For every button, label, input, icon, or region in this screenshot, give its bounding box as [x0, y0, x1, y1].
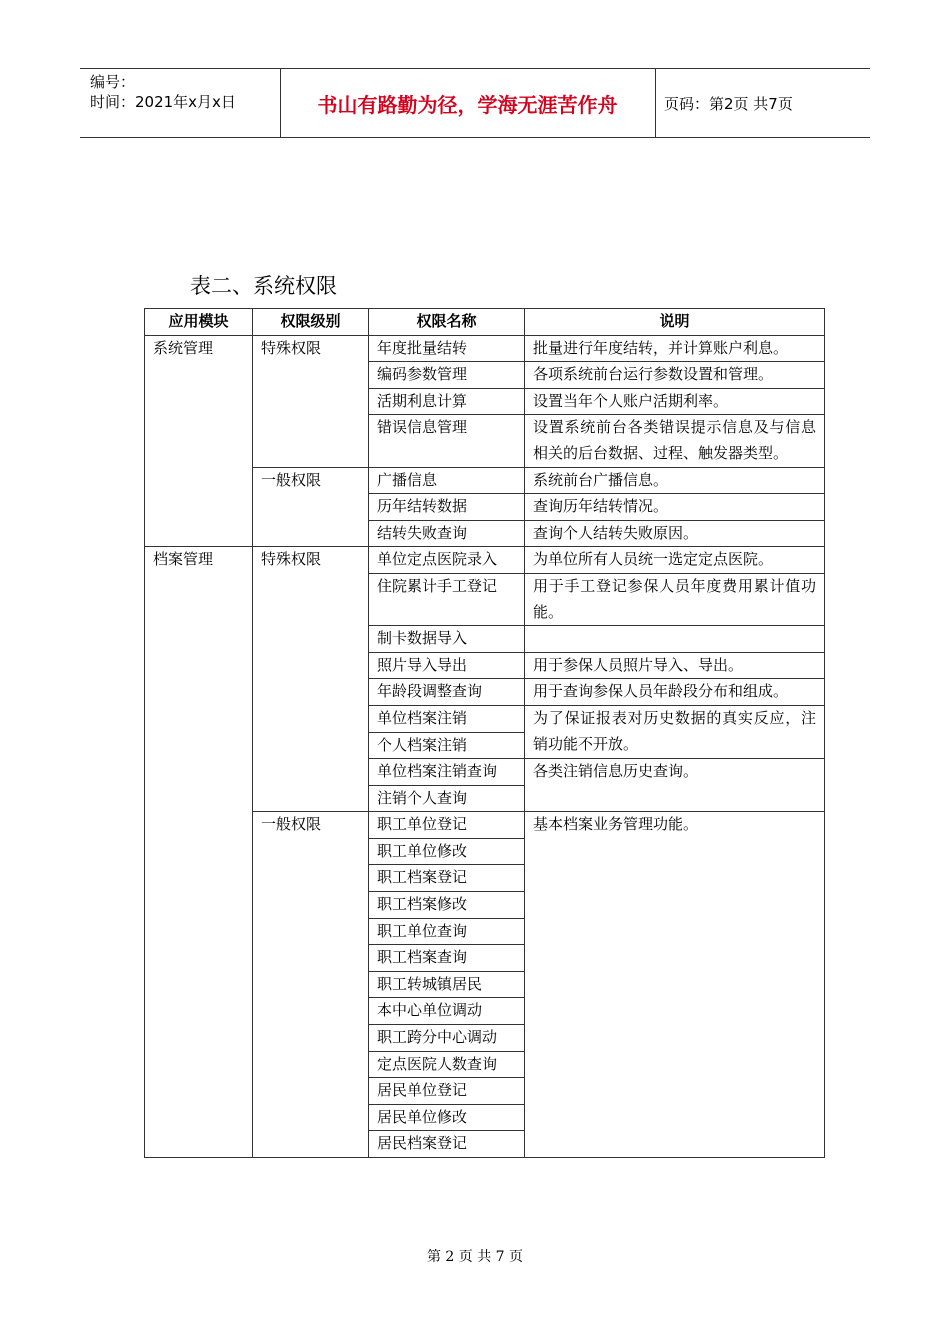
permission-name-cell: 职工跨分中心调动	[369, 1025, 525, 1052]
document-date: 时间：2021年x月x日	[90, 93, 236, 111]
column-header-description: 说明	[525, 309, 825, 336]
permission-name-cell: 结转失败查询	[369, 520, 525, 547]
permission-name-cell: 居民单位修改	[369, 1104, 525, 1131]
page-footer: 第 2 页 共 7 页	[426, 1249, 524, 1265]
description-cell: 为了保证报表对历史数据的真实反应，注销功能不开放。	[525, 705, 825, 758]
permission-name-cell: 年龄段调整查询	[369, 679, 525, 706]
permission-name-cell: 制卡数据导入	[369, 626, 525, 653]
level-cell: 一般权限	[253, 467, 369, 547]
description-cell: 批量进行年度结转，并计算账户利息。	[525, 335, 825, 362]
document-number-label: 编号：	[90, 73, 136, 91]
description-cell: 设置系统前台各类错误提示信息及与信息相关的后台数据、过程、触发器类型。	[525, 415, 825, 467]
description-cell: 基本档案业务管理功能。	[525, 812, 825, 1158]
header-motto: 书山有路勤为径，学海无涯苦作舟	[317, 92, 618, 117]
table-header-row	[145, 309, 825, 336]
permission-name-cell: 活期利息计算	[369, 388, 525, 415]
permission-name-cell: 职工档案修改	[369, 892, 525, 919]
description-cell: 为单位所有人员统一选定定点医院。	[525, 547, 825, 574]
permission-name-cell: 职工单位登记	[369, 812, 525, 839]
description-cell: 系统前台广播信息。	[525, 467, 825, 494]
permission-name-cell: 个人档案注销	[369, 732, 525, 759]
permission-name-cell: 编码参数管理	[369, 362, 525, 389]
permission-name-cell: 单位档案注销查询	[369, 759, 525, 786]
permission-name-cell: 职工转城镇居民	[369, 971, 525, 998]
permission-name-cell: 本中心单位调动	[369, 998, 525, 1025]
permissions-table	[144, 308, 825, 1158]
level-cell: 特殊权限	[253, 335, 369, 467]
permission-name-cell: 广播信息	[369, 467, 525, 494]
description-cell: 查询历年结转情况。	[525, 494, 825, 521]
permission-name-cell: 注销个人查询	[369, 785, 525, 812]
column-header-level: 权限级别	[253, 309, 369, 336]
module-cell: 系统管理	[145, 335, 253, 547]
permission-name-cell: 年度批量结转	[369, 335, 525, 362]
level-cell: 一般权限	[253, 812, 369, 1158]
permission-name-cell: 居民档案登记	[369, 1131, 525, 1158]
table-caption: 表二、系统权限	[190, 274, 337, 298]
permission-name-cell: 居民单位登记	[369, 1078, 525, 1105]
description-cell: 用于参保人员照片导入、导出。	[525, 652, 825, 679]
level-cell: 特殊权限	[253, 547, 369, 812]
permission-name-cell: 职工档案查询	[369, 945, 525, 972]
description-cell: 查询个人结转失败原因。	[525, 520, 825, 547]
permission-name-cell: 定点医院人数查询	[369, 1051, 525, 1078]
permission-name-cell: 历年结转数据	[369, 494, 525, 521]
description-cell: 设置当年个人账户活期利率。	[525, 388, 825, 415]
description-cell	[525, 626, 825, 653]
table-row	[145, 335, 825, 362]
module-cell: 档案管理	[145, 547, 253, 1158]
permission-name-cell: 单位档案注销	[369, 705, 525, 732]
column-header-name: 权限名称	[369, 309, 525, 336]
description-cell: 用于手工登记参保人员年度费用累计值功能。	[525, 573, 825, 625]
permission-name-cell: 职工档案登记	[369, 865, 525, 892]
permission-name-cell: 错误信息管理	[369, 415, 525, 467]
permission-name-cell: 单位定点医院录入	[369, 547, 525, 574]
page-header	[80, 68, 870, 138]
table-row	[145, 547, 825, 574]
description-cell: 各类注销信息历史查询。	[525, 759, 825, 812]
permission-name-cell: 住院累计手工登记	[369, 573, 525, 625]
description-cell: 用于查询参保人员年龄段分布和组成。	[525, 679, 825, 706]
header-meta	[80, 69, 280, 137]
description-cell: 各项系统前台运行参数设置和管理。	[525, 362, 825, 389]
permission-name-cell: 职工单位修改	[369, 838, 525, 865]
header-page-code: 页码：第2页 共7页	[664, 94, 793, 113]
column-header-module: 应用模块	[145, 309, 253, 336]
permission-name-cell: 照片导入导出	[369, 652, 525, 679]
permission-name-cell: 职工单位查询	[369, 918, 525, 945]
